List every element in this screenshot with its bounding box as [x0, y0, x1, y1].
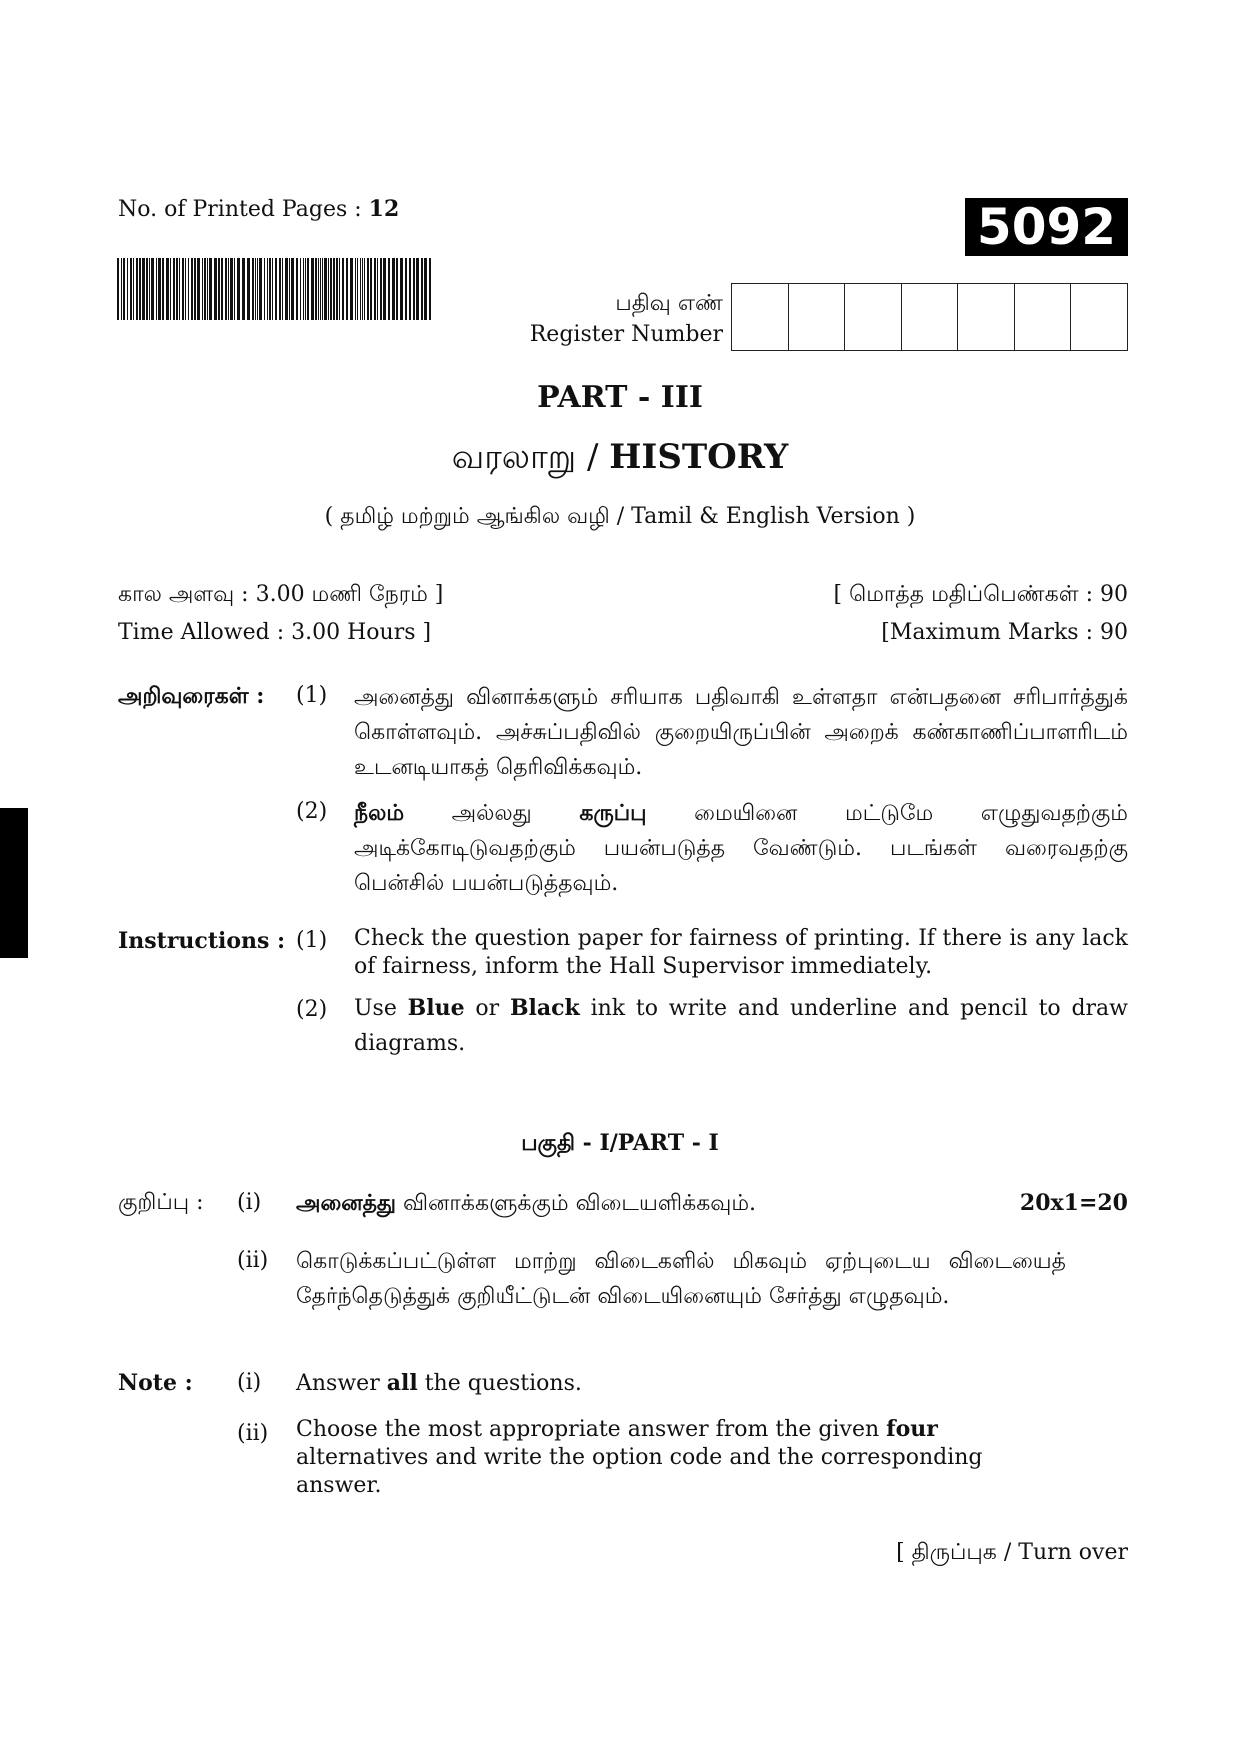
barcode-bar [413, 258, 415, 320]
barcode-bar [350, 258, 353, 320]
register-digit-box[interactable] [1015, 283, 1072, 351]
barcode-bar [383, 258, 386, 320]
barcode-bar [255, 258, 256, 320]
barcode-bar [392, 258, 395, 320]
register-digit-box[interactable] [902, 283, 959, 351]
subject-title [0, 437, 1240, 481]
barcode-bar [162, 258, 164, 320]
subject-english: HISTORY [609, 437, 789, 477]
instruction-number: (1) [296, 683, 328, 708]
version-line: ( தமிழ் மற்றும் ஆங்கில வழி / Tamil & English Version ) [324, 504, 916, 529]
printed-pages-label: No. of Printed Pages : [118, 197, 362, 222]
barcode-bar [377, 258, 378, 320]
instruction-text-tamil-1: அனைத்து வினாக்களும் சரியாக பதிவாகி உள்ளதா என்பதனை சரிபார்த்துக் கொள்ளவும். அச்சுப்பதிவில் குறையிருப்பின் அறைக் கண்காணிப்பாளரிடம் உடனடியாகத் தெரிவிக்கவும். [354, 685, 1128, 780]
barcode-bar [282, 258, 283, 320]
all-english: all [386, 1370, 418, 1396]
barcode-bar [279, 258, 281, 320]
barcode-bar [333, 258, 335, 320]
barcode-bar [188, 258, 189, 320]
instruction-text: மையினை மட்டுமே எழுதுவதற்கும் அடிக்கோடிடுவதற்கும் பயன்படுத்த வேண்டும். படங்கள் வரைவதற்கு பென்சில் பயன்படுத்தவும். [354, 801, 1128, 896]
instruction-text: Use [354, 996, 408, 1021]
barcode-bar [362, 258, 363, 320]
barcode-bar [191, 258, 193, 320]
register-digit-box[interactable] [732, 283, 789, 351]
all-tamil: அனைத்து [296, 1190, 397, 1216]
barcode-bar [315, 258, 317, 320]
barcode-bar [247, 258, 250, 320]
barcode-bar [272, 258, 273, 320]
barcode-bar [311, 258, 314, 320]
barcode-bar [291, 258, 294, 320]
subject-tamil: வரலாறு / [451, 437, 599, 477]
register-number-grid[interactable] [731, 283, 1128, 351]
barcode-bar [305, 258, 306, 320]
barcode-bar [267, 258, 268, 320]
barcode-bar [388, 258, 390, 320]
barcode-bar [151, 258, 154, 320]
barcode-bar [136, 258, 138, 320]
barcode-bar [121, 258, 122, 320]
note-text: alternatives and write the option code and the corresponding answer. [296, 1445, 983, 1498]
barcode-bar [416, 258, 419, 320]
barcode-bar [364, 258, 365, 320]
barcode-bar [230, 258, 233, 320]
barcode-bar [367, 258, 369, 320]
barcode-bar [117, 258, 119, 320]
barcode-bar [228, 258, 229, 320]
barcode-bar [330, 258, 332, 320]
barcode-bar [355, 258, 356, 320]
time-allowed-english: Time Allowed : 3.00 Hours ] [118, 620, 432, 645]
register-digit-box[interactable] [958, 283, 1015, 351]
barcode-bar [380, 258, 382, 320]
note-text-tamil-2: கொடுக்கப்பட்டுள்ள மாற்று விடைகளில் மிகவும் ஏற்புடைய விடையைத் தேர்ந்தெடுத்துக் குறியீட்டுடன் விடையினையும் சேர்த்து எழுதவும். [296, 1249, 1066, 1309]
time-row-english [118, 620, 1128, 645]
time-allowed-tamil: கால அளவு : 3.00 மணி நேரம் ] [118, 582, 444, 607]
barcode-bar [156, 258, 157, 320]
part-title: PART - III [537, 380, 703, 415]
paper-code: 5092 [965, 198, 1128, 256]
barcode [117, 258, 432, 320]
barcode-bar [218, 258, 220, 320]
instructions-english-label: Instructions : [118, 928, 286, 954]
barcode-bar [127, 258, 128, 320]
max-marks-tamil: [ மொத்த மதிப்பெண்கள் : 90 [833, 582, 1128, 607]
barcode-bar [207, 258, 208, 320]
barcode-bar [259, 258, 262, 320]
barcode-bar [424, 258, 427, 320]
note-text: Answer [296, 1371, 387, 1396]
barcode-bar [374, 258, 376, 320]
barcode-bar [318, 258, 319, 320]
note-number: (ii) [237, 1248, 269, 1273]
note-english-label: Note : [118, 1370, 193, 1396]
barcode-bar [300, 258, 301, 320]
barcode-bar [214, 258, 217, 320]
part-one-heading: பகுதி - I/PART - I [521, 1130, 719, 1156]
instruction-text-english-1: Check the question paper for fairness of printing. If there is any lack of fairness, inform the Hall Supervisor immediately. [354, 926, 1128, 979]
barcode-bar [242, 258, 245, 320]
instruction-number: (2) [296, 997, 328, 1022]
barcode-bar [296, 258, 298, 320]
register-label-english: Register Number [529, 322, 723, 347]
barcode-bar [234, 258, 235, 320]
side-marker [0, 808, 28, 958]
barcode-bar [204, 258, 206, 320]
barcode-bar [179, 258, 180, 320]
barcode-bar [142, 258, 145, 320]
barcode-bar [176, 258, 178, 320]
instruction-text-tamil-2 [354, 796, 1128, 901]
barcode-bar [182, 258, 184, 320]
barcode-bar [336, 258, 338, 320]
barcode-bar [342, 258, 344, 320]
barcode-bar [221, 258, 223, 320]
instruction-text: அல்லது [404, 801, 580, 826]
barcode-bar [209, 258, 212, 320]
barcode-bar [194, 258, 196, 320]
barcode-bar [166, 258, 169, 320]
register-digit-box[interactable] [789, 283, 846, 351]
black-ink-tamil: கருப்பு [579, 800, 647, 826]
barcode-bar [237, 258, 240, 320]
barcode-bar [324, 258, 327, 320]
barcode-bar [146, 258, 148, 320]
barcode-bar [257, 258, 258, 320]
barcode-bar [225, 258, 227, 320]
barcode-bar [173, 258, 175, 320]
instruction-number: (2) [296, 799, 328, 824]
note-text-tamil-1 [296, 1186, 986, 1221]
part-marks: 20x1=20 [1019, 1190, 1128, 1216]
barcode-bar [185, 258, 186, 320]
register-label-tamil: பதிவு எண் [615, 291, 723, 316]
barcode-bar [421, 258, 423, 320]
turn-over[interactable]: [ திருப்புக / Turn over [896, 1540, 1128, 1565]
barcode-bar [322, 258, 323, 320]
barcode-bar [396, 258, 398, 320]
four-english: four [886, 1416, 938, 1442]
instruction-number: (1) [296, 928, 328, 953]
barcode-bar [303, 258, 304, 320]
note-text-english-1 [296, 1366, 1066, 1401]
barcode-bar [264, 258, 265, 320]
instructions-tamil-label: அறிவுரைகள் : [118, 683, 265, 709]
barcode-bar [170, 258, 171, 320]
note-text-english-2 [296, 1415, 1066, 1500]
barcode-bar [197, 258, 200, 320]
blue-ink-english: Blue [407, 995, 465, 1021]
barcode-bar [123, 258, 125, 320]
barcode-bar [130, 258, 132, 320]
barcode-bar [409, 258, 411, 320]
barcode-bar [149, 258, 150, 320]
note-tamil-label: குறிப்பு : [118, 1190, 204, 1215]
barcode-bar [360, 258, 361, 320]
barcode-bar [357, 258, 358, 320]
barcode-bar [269, 258, 271, 320]
register-digit-box[interactable] [1071, 283, 1128, 351]
register-digit-box[interactable] [845, 283, 902, 351]
instruction-text: or [464, 996, 510, 1021]
barcode-bar [285, 258, 288, 320]
note-text: வினாக்களுக்கும் விடையளிக்கவும். [396, 1191, 757, 1216]
printed-pages [118, 196, 399, 222]
instruction-text-english-2 [354, 991, 1128, 1061]
barcode-bar [252, 258, 254, 320]
barcode-bar [400, 258, 403, 320]
barcode-bar [133, 258, 134, 320]
note-text: Choose the most appropriate answer from the given [296, 1417, 887, 1442]
black-ink-english: Black [509, 995, 580, 1021]
note-number: (i) [237, 1190, 262, 1215]
barcode-bar [320, 258, 321, 320]
register-label [480, 288, 723, 350]
barcode-bar [275, 258, 277, 320]
barcode-bar [429, 258, 431, 320]
time-row-tamil [118, 582, 1128, 610]
barcode-bar [289, 258, 290, 320]
max-marks-english: [Maximum Marks : 90 [881, 620, 1128, 645]
barcode-bar [307, 258, 309, 320]
note-text: the questions. [417, 1371, 582, 1396]
barcode-bar [139, 258, 141, 320]
note-number: (ii) [237, 1421, 269, 1446]
note-number: (i) [237, 1370, 262, 1395]
blue-ink-tamil: நீலம் [354, 800, 405, 826]
barcode-bar [328, 258, 329, 320]
barcode-bar [405, 258, 407, 320]
barcode-bar [346, 258, 348, 320]
barcode-bar [370, 258, 372, 320]
barcode-bar [339, 258, 340, 320]
barcode-bar [202, 258, 203, 320]
instruction-text: ink to write and underline and pencil to draw diagrams. [354, 996, 1129, 1056]
printed-pages-value: 12 [368, 196, 400, 222]
barcode-bar [158, 258, 161, 320]
